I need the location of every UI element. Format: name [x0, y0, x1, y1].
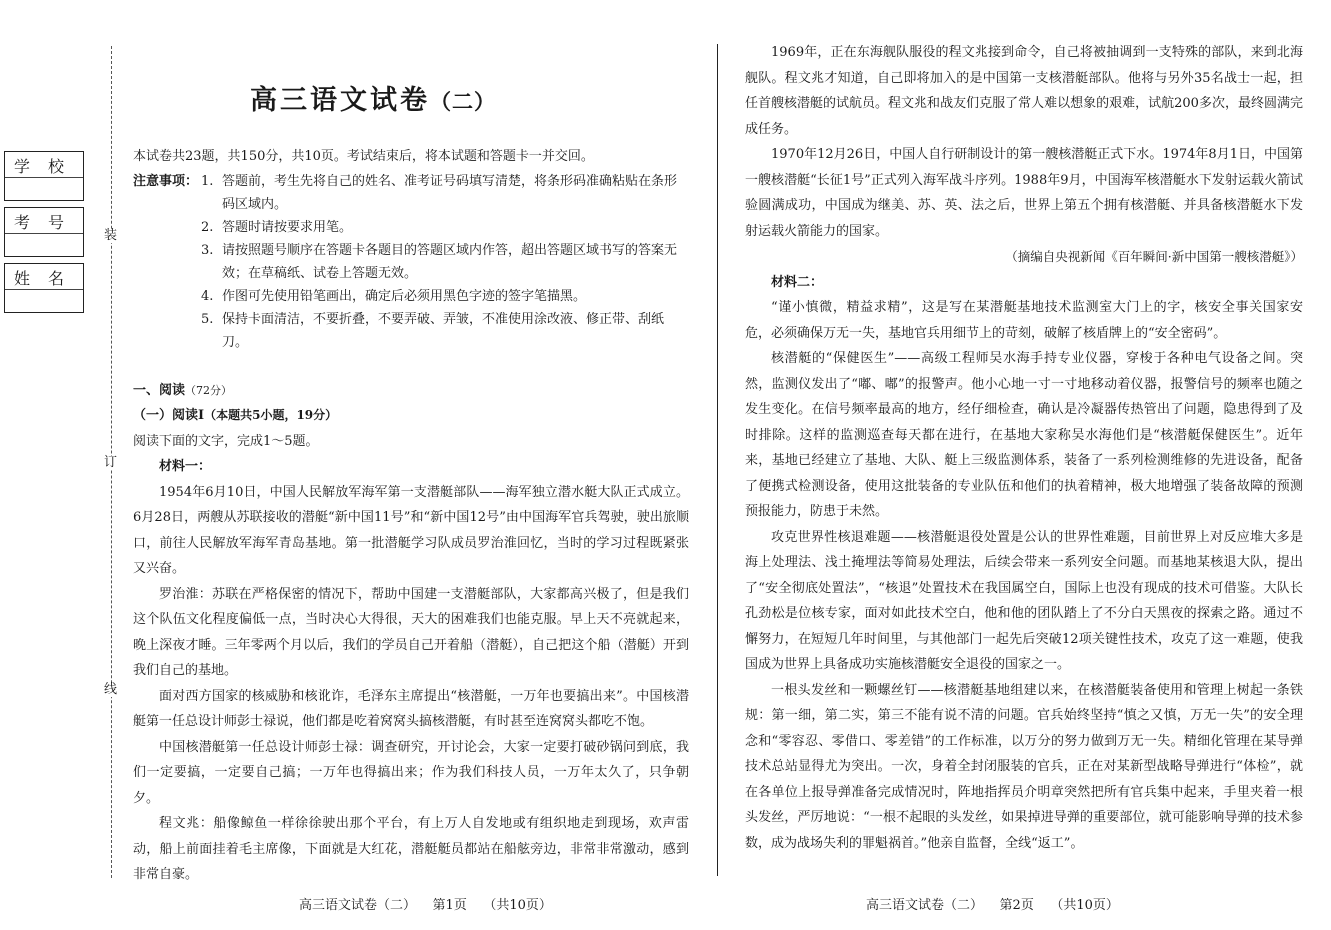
notes-label: 注意事项： [133, 173, 199, 189]
school-line [5, 177, 83, 178]
exam-number-field[interactable] [4, 207, 84, 257]
binding-mark-xian: 线 [104, 682, 118, 697]
instruction-text: 阅读下面的文字，完成1～5题。 [133, 433, 319, 449]
paragraph: 1954年6月10日，中国人民解放军海军第一支潜艇部队——海军独立潜水艇大队正式成立。6月28日，两艘从苏联接收的潜艇“新中国11号”和“新中国12号”由中国海军官兵驾驶，驶出旅顺口，前往人民解放军海军青岛基地。第一批潜艇学习队成员罗治淮回忆，当时的学习过程既紧张又兴奋。 [133, 484, 689, 576]
name-line [5, 289, 83, 290]
name-label: 姓名 [13, 269, 82, 288]
page-divider [717, 44, 718, 876]
paragraph: 程文兆：船像鲸鱼一样徐徐驶出那个平台，有上万人自发地或有组织地走到现场，欢声雷动，船上前面挂着毛主席像，下面就是大红花，潜艇艇员都站在船舷旁边，非常非常激动，感到非常自豪。 [133, 816, 689, 882]
name-field[interactable] [4, 263, 84, 313]
paragraph: 1969年，正在东海舰队服役的程文兆接到命令，自己将被抽调到一支特殊的部队，来到北海舰队。程文兆才知道，自己即将加入的是中国第一支核潜艇部队。他将与另外35名战士一起，担任首艘核潜艇的试航员。程文兆和战友们克服了常人难以想象的艰难，试航200多次，最终圆满完成任务。 [745, 45, 1303, 137]
note-item: 4. 作图可先使用铅笔画出，确定后必须用黑色字迹的签字笔描黑。 [201, 288, 587, 304]
material2-label: 材料二： [771, 274, 824, 290]
paragraph: 罗治淮：苏联在严格保密的情况下，帮助中国建一支潜艇部队，大家都高兴极了，但是我们这个队伍文化程度偏低一点，当时决心大得很，天大的困难我们也能克服。早上天不亮就起来，晚上深夜才睡。三年零两个月以后，我们的学员自己开着船（潜艇），自己把这个船（潜艇）开到我们自己的基地。 [133, 586, 689, 678]
footer-page-2: 高三语文试卷（二） 第2页 （共10页） [866, 898, 1119, 913]
footer-page-1: 高三语文试卷（二） 第1页 （共10页） [299, 898, 552, 913]
note-item: 3. 请按照题号顺序在答题卡各题目的答题区域内作答，超出答题区域书写的答案无效；在草稿纸、试卷上答题无效。 [201, 242, 678, 281]
note-item: 2. 答题时请按要求用笔。 [201, 219, 353, 235]
left-column [133, 144, 689, 888]
school-label: 学校 [13, 157, 82, 176]
intro-text: 本试卷共23题，共150分，共10页。考试结束后，将本试题和答题卡一并交回。 [133, 149, 594, 164]
title-sub: （二） [430, 89, 496, 114]
exam-number-label: 考号 [13, 213, 82, 232]
title-main: 高三语文试卷 [250, 85, 430, 116]
paragraph: 中国核潜艇第一任总设计师彭士禄：调查研究，开讨论会，大家一定要打破砂锅问到底，我们一定要搞，一定要自己搞；一万年也得搞出来；作为我们科技人员，一万年太久了，只争朝夕。 [133, 739, 689, 806]
note-item: 注意事项： 1. 答题前，考生先将自己的姓名、准考证号码填写清楚，将条形码准确粘贴在条形码区域内。 [133, 170, 689, 216]
section-heading: 一、阅读（72分） [133, 382, 233, 398]
notes-list [133, 170, 689, 354]
binding-mark-ding: 订 [104, 455, 118, 470]
exam-title [250, 78, 496, 117]
school-field[interactable] [4, 151, 84, 201]
source-citation: （摘编自央视新闻《百年瞬间·新中国第一艘核潜艇》） [1005, 249, 1303, 264]
paragraph: 一根头发丝和一颗螺丝钉——核潜艇基地组建以来，在核潜艇装备使用和管理上树起一条铁规：第一细，第二实，第三不能有说不清的问题。官兵始终坚持“慎之又慎，万无一失”的安全理念和“零容忍、零借口、零差错”的工作标准，以万分的努力做到万无一失。精细化管理在某导弹技术总站显得尤为突出。一次，身着全封闭服装的官兵，正在对某新型战略导弹进行“体检”，就在各单位上报导弹准备完成情况时，阵地指挥员介明章突然把所有官兵集中起来，手里夹着一根头发丝，严厉地说：“一根不起眼的头发丝，如果掉进导弹的重要部位，就可能影响导弹的技术参数，成为战场失利的罪魁祸首。”他亲自监督，全线“返工”。 [745, 682, 1303, 851]
binding-mark-zhuang: 装 [104, 228, 118, 243]
paragraph: “谨小慎微，精益求精”，这是写在某潜艇基地技术监测室大门上的字，核安全事关国家安危，必须确保万无一失，基地官兵用细节上的苛刻，破解了核盾牌上的“安全密码”。 [745, 300, 1303, 341]
paragraph: 1970年12月26日，中国人自行研制设计的第一艘核潜艇正式下水。1974年8月1日，中国第一艘核潜艇“长征1号”正式列入海军战斗序列。1988年9月，中国海军核潜艇水下发射运载火箭试验圆满成功，中国成为继美、苏、英、法之后，世界上第五个拥有核潜艇、并具备核潜艇水下发射运载火箭能力的国家。 [745, 147, 1303, 239]
exam-number-line [5, 233, 83, 234]
note-item: 5. 保持卡面清洁，不要折叠，不要弄破、弄皱，不准使用涂改液、修正带、刮纸刀。 [201, 311, 665, 350]
paragraph: 面对西方国家的核威胁和核讹诈，毛泽东主席提出“核潜艇，一万年也要搞出来”。中国核潜艇第一任总设计师彭士禄说，他们都是吃着窝窝头搞核潜艇，有时甚至连窝窝头都吃不饱。 [133, 688, 689, 729]
paragraph: 攻克世界性核退难题——核潜艇退役处置是公认的世界性难题，目前世界上对反应堆大多是海上处理法、浅土掩埋法等简易处理法，后续会带来一系列安全问题。而基地某核退大队，提出了“安全彻底处置法”，“核退”处置技术在我国属空白，国际上也没有现成的技术可借鉴。大队长孔劲松是位核专家，面对如此技术空白，他和他的团队踏上了不分白天黑夜的探索之路。通过不懈努力，在短短几年时间里，与其他部门一起先后突破12项关键性技术，攻克了这一难题，使我国成为世界上具备成功实施核潜艇安全退役的国家之一。 [745, 529, 1303, 672]
paragraph: 核潜艇的“保健医生”——高级工程师吴水海手持专业仪器，穿梭于各种电气设备之间。突然，监测仪发出了“嘟、嘟”的报警声。他小心地一寸一寸地移动着仪器，报警信号的频率也随之发生变化。在信号频率最高的地方，经仔细检查，确认是冷凝器传热管出了问题，隐患得到了及时排除。这样的监测巡查每天都在进行，在基地大家称吴水海他们是“核潜艇保健医生”。近年来，基地已经建立了基地、大队、艇上三级监测体系，装备了一系列检测维修的先进设备，配备了便携式检测设备，使用这批装备的专业队伍和他们的执着精神，极大地增强了装备故障的预测预报能力，防患于未然。 [745, 351, 1303, 519]
sub-section-heading: （一）阅读Ⅰ（本题共5小题，19分） [133, 408, 338, 423]
material1-label: 材料一： [159, 459, 212, 474]
right-column [745, 40, 1303, 856]
